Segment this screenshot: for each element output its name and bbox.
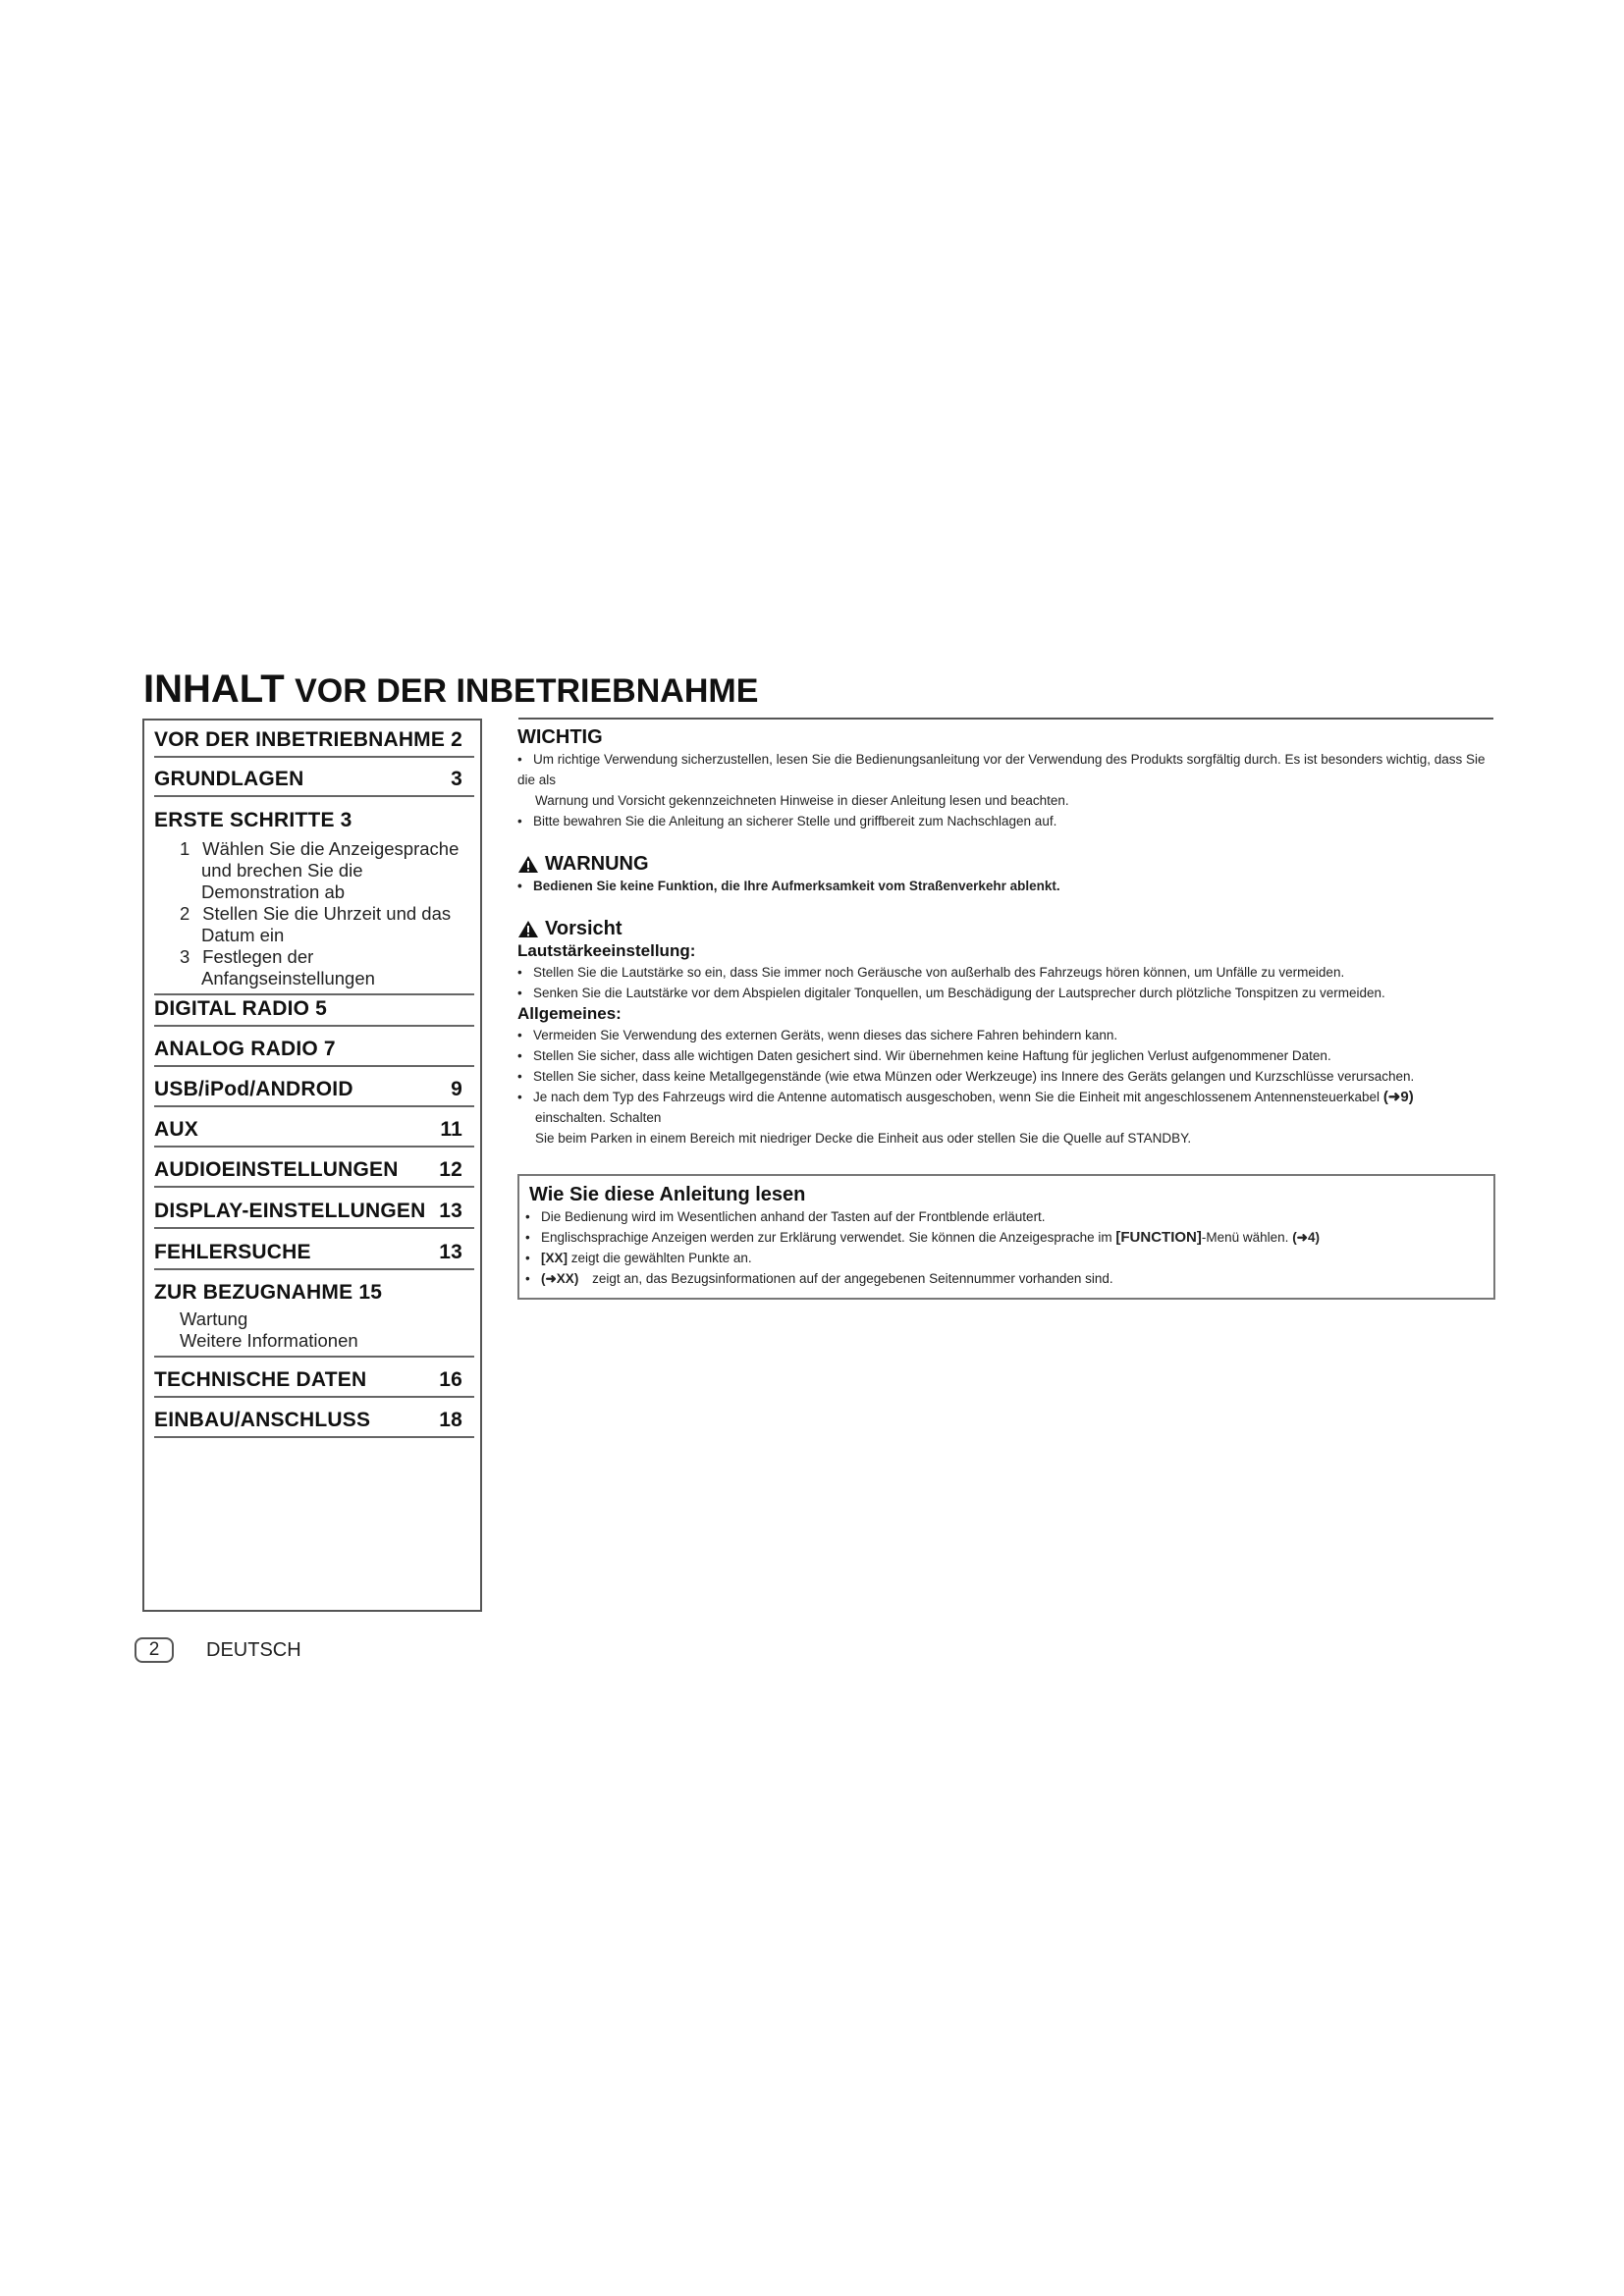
toc-subitem-1[interactable] xyxy=(154,838,474,903)
toc-item-display-einstellungen[interactable] xyxy=(154,1200,474,1229)
toc-sub-text: Wählen Sie die Anzeigesprache xyxy=(202,838,460,859)
guide-bullet-text: zeigt an, das Bezugsinformationen auf der angegebenen Seitennummer vorhanden sind. xyxy=(592,1271,1113,1286)
guide-bullet-text: Die Bedienung wird im Wesentlichen anhand der Tasten auf der Frontblende erläutert. xyxy=(541,1209,1046,1224)
vorsicht-bullet-text: Stellen Sie sicher, dass alle wichtigen Daten gesichert sind. Wir übernehmen keine Haftung für jeglichen Verlust aufgenommener Daten. xyxy=(533,1048,1331,1063)
toc-label: EINBAU/ANSCHLUSS xyxy=(154,1409,371,1431)
warnung-title: WARNUNG xyxy=(545,853,649,875)
toc-item-vor-der-inbetriebnahme[interactable] xyxy=(154,728,474,758)
toc-sub-num: 1 xyxy=(180,838,190,859)
toc-sub-num: 3 xyxy=(180,946,190,967)
vorsicht-bullet-text: Stellen Sie sicher, dass keine Metallgegenstände (wie etwa Münzen oder Werkzeuge) ins Innere des Geräts gelangen und Kurzschlüsse verursachen. xyxy=(533,1069,1415,1084)
vorsicht-bullet-text: Stellen Sie die Lautstärke so ein, dass Sie immer noch Geräusche von außerhalb des Fahrzeugs hören können, um Unfälle zu vermeiden. xyxy=(533,965,1345,980)
page-reference-link[interactable]: (➜9) xyxy=(1382,1089,1414,1105)
vorsicht-bullet-text: einschalten. Schalten xyxy=(535,1110,662,1125)
key-placeholder: [XX] xyxy=(541,1251,568,1265)
vorsicht-bullet: • Stellen Sie sicher, dass alle wichtigen Daten gesichert sind. Wir übernehmen keine Haftung für jeglichen Verlust aufgenommener Daten. xyxy=(517,1048,1331,1063)
toc-page: 11 xyxy=(440,1118,462,1141)
title-main: INHALT xyxy=(143,667,285,711)
warning-icon xyxy=(517,855,539,874)
guide-bullet-text: Englischsprachige Anzeigen werden zur Erklärung verwendet. Sie können die Anzeigesprache im xyxy=(541,1230,1112,1245)
toc-subitem-wartung[interactable] xyxy=(154,1308,474,1330)
allgemeines-heading: Allgemeines: xyxy=(517,1004,622,1023)
toc-divider xyxy=(154,1105,474,1107)
warnung-heading xyxy=(517,853,1495,876)
toc-item-digital-radio[interactable] xyxy=(154,997,474,1027)
wichtig-heading: WICHTIG xyxy=(517,726,603,748)
toc-page: 18 xyxy=(439,1409,462,1431)
toc-divider xyxy=(154,1146,474,1148)
vorsicht-bullet-text: Je nach dem Typ des Fahrzeugs wird die Antenne automatisch ausgeschoben, wenn Sie die Einheit mit angeschlossenem Antennensteuerkabel xyxy=(533,1090,1380,1104)
toc-label: TECHNISCHE DATEN xyxy=(154,1368,367,1391)
toc-page: 9 xyxy=(451,1078,462,1100)
vorsicht-bullet: • Vermeiden Sie Verwendung des externen Geräts, wenn dieses das sichere Fahren behindern kann. xyxy=(517,1028,1118,1042)
wichtig-bullet-text: Warnung und Vorsicht gekennzeichneten Hinweise in dieser Anleitung lesen und beachten. xyxy=(535,793,1069,808)
guide-heading: Wie Sie diese Anleitung lesen xyxy=(529,1184,806,1205)
guide-bullet: • (➜XX) zeigt an, das Bezugsinformationen auf der angegebenen Seitennummer vorhanden sind. xyxy=(525,1271,1113,1286)
guide-bullet: • Englischsprachige Anzeigen werden zur Erklärung verwendet. Sie können die Anzeigesprache im [FUNCTION]-Menü wählen. (➜4) xyxy=(525,1229,1320,1246)
vorsicht-bullet: • Stellen Sie die Lautstärke so ein, dass Sie immer noch Geräusche von außerhalb des Fahrzeugs hören können, um Unfälle zu vermeiden. xyxy=(517,965,1345,980)
table-of-contents xyxy=(142,719,482,1612)
caution-icon xyxy=(517,920,539,938)
wichtig-bullet-text: Bitte bewahren Sie die Anleitung an sicherer Stelle und griffbereit zum Nachschlagen auf. xyxy=(533,814,1057,828)
toc-divider xyxy=(154,1186,474,1188)
main-content xyxy=(517,726,1495,1148)
toc-divider xyxy=(154,1227,474,1229)
toc-label: ERSTE SCHRITTE 3 xyxy=(154,809,352,831)
toc-subitem-weitere-informationen[interactable] xyxy=(154,1330,474,1352)
vorsicht-bullet-text: Sie beim Parken in einem Bereich mit niedriger Decke die Einheit aus oder stellen Sie die Quelle auf STANDBY. xyxy=(535,1131,1192,1146)
toc-label: GRUNDLAGEN xyxy=(154,768,304,790)
toc-label: USB/iPod/ANDROID xyxy=(154,1078,353,1100)
toc-divider xyxy=(154,795,474,797)
wichtig-bullet-text: Um richtige Verwendung sicherzustellen, lesen Sie die Bedienungsanleitung vor der Verwendung des Produkts sorgfältig durch. Es ist besonders wichtig, dass Sie die als xyxy=(517,752,1486,787)
toc-sub-text: Anfangseinstellungen xyxy=(201,968,375,988)
guide-bullet: • [XX] zeigt die gewählten Punkte an. xyxy=(525,1251,752,1265)
toc-divider xyxy=(154,1025,474,1027)
toc-sub-text: Datum ein xyxy=(201,925,285,945)
toc-page: 3 xyxy=(451,768,462,790)
toc-sub-text: Weitere Informationen xyxy=(180,1330,358,1351)
toc-divider xyxy=(154,1268,474,1270)
vorsicht-title: Vorsicht xyxy=(545,918,623,939)
toc-sub-text: Wartung xyxy=(180,1308,248,1329)
toc-item-erste-schritte[interactable] xyxy=(154,809,474,995)
toc-page: 16 xyxy=(439,1368,462,1391)
page-number: 2 xyxy=(135,1637,174,1663)
toc-item-technische-daten[interactable] xyxy=(154,1368,474,1398)
toc-label: DIGITAL RADIO 5 xyxy=(154,997,328,1020)
vorsicht-bullet-text: Senken Sie die Lautstärke vor dem Abspielen digitaler Tonquellen, um Beschädigung der Lautsprecher durch plötzliche Tonspitzen zu vermeiden. xyxy=(533,986,1385,1000)
toc-item-usb-ipod-android[interactable] xyxy=(154,1078,474,1107)
page-title xyxy=(143,667,1498,712)
page-ref-placeholder: (➜XX) xyxy=(541,1271,579,1286)
function-key-label: [FUNCTION] xyxy=(1115,1229,1202,1246)
reading-guide-box xyxy=(517,1174,1495,1300)
toc-divider xyxy=(154,1436,474,1438)
wichtig-bullet-2: • Bitte bewahren Sie die Anleitung an sicherer Stelle und griffbereit zum Nachschlagen auf. xyxy=(517,814,1057,828)
toc-subitem-2[interactable] xyxy=(154,903,474,946)
vorsicht-bullet: • Je nach dem Typ des Fahrzeugs wird die Antenne automatisch ausgeschoben, wenn Sie die Einheit mit angeschlossenem Antennensteuerkabel (➜9) einschalten. Schalten Sie beim Parken in einem Bereich mit niedriger Decke die Einheit aus oder stellen Sie die Quelle auf STANDBY. xyxy=(517,1087,1495,1148)
page-reference-link[interactable]: (➜4) xyxy=(1292,1230,1320,1245)
toc-divider xyxy=(154,993,474,995)
toc-sub-text: Festlegen der xyxy=(202,946,314,967)
toc-sub-num: 2 xyxy=(180,903,190,924)
vorsicht-bullet: • Stellen Sie sicher, dass keine Metallgegenstände (wie etwa Münzen oder Werkzeuge) ins Innere des Geräts gelangen und Kurzschlüsse verursachen. xyxy=(517,1069,1415,1084)
guide-bullet: • Die Bedienung wird im Wesentlichen anhand der Tasten auf der Frontblende erläutert. xyxy=(525,1209,1046,1224)
toc-subitem-3[interactable] xyxy=(154,946,474,989)
toc-page: 13 xyxy=(439,1200,462,1222)
toc-sub-text: Stellen Sie die Uhrzeit und das xyxy=(202,903,452,924)
lautstaerke-heading: Lautstärkeeinstellung: xyxy=(517,941,696,960)
toc-item-einbau-anschluss[interactable] xyxy=(154,1409,474,1438)
toc-divider xyxy=(154,756,474,758)
toc-item-audioeinstellungen[interactable] xyxy=(154,1158,474,1188)
toc-divider xyxy=(154,1065,474,1067)
toc-item-grundlagen[interactable] xyxy=(154,768,474,797)
toc-item-zur-bezugnahme[interactable] xyxy=(154,1281,474,1358)
toc-item-analog-radio[interactable] xyxy=(154,1038,474,1067)
title-sub: VOR DER INBETRIEBNAHME xyxy=(295,672,759,710)
warnung-bullet: • Bedienen Sie keine Funktion, die Ihre Aufmerksamkeit vom Straßenverkehr ablenkt. xyxy=(517,879,1060,893)
vorsicht-heading xyxy=(517,918,1495,940)
toc-divider xyxy=(154,1396,474,1398)
warnung-bullet-text: Bedienen Sie keine Funktion, die Ihre Aufmerksamkeit vom Straßenverkehr ablenkt. xyxy=(533,879,1060,893)
toc-page: 12 xyxy=(439,1158,462,1181)
vorsicht-bullet: • Senken Sie die Lautstärke vor dem Abspielen digitaler Tonquellen, um Beschädigung der Lautsprecher durch plötzliche Tonspitzen zu vermeiden. xyxy=(517,986,1385,1000)
page-footer xyxy=(135,1637,301,1663)
toc-label: VOR DER INBETRIEBNAHME 2 xyxy=(154,728,462,751)
guide-bullet-text: zeigt die gewählten Punkte an. xyxy=(570,1251,752,1265)
guide-bullet-text: -Menü wählen. xyxy=(1201,1230,1289,1245)
vorsicht-bullet-text: Vermeiden Sie Verwendung des externen Geräts, wenn dieses das sichere Fahren behindern kann. xyxy=(533,1028,1118,1042)
toc-label: ANALOG RADIO 7 xyxy=(154,1038,336,1060)
toc-label: ZUR BEZUGNAHME 15 xyxy=(154,1281,383,1304)
toc-page: 13 xyxy=(439,1241,462,1263)
toc-sub-text: und brechen Sie die xyxy=(201,860,363,881)
toc-label: AUX xyxy=(154,1118,198,1141)
toc-item-fehlersuche[interactable] xyxy=(154,1241,474,1270)
toc-divider xyxy=(154,1356,474,1358)
toc-item-aux[interactable] xyxy=(154,1118,474,1148)
toc-label: AUDIOEINSTELLUNGEN xyxy=(154,1158,399,1181)
language-label: DEUTSCH xyxy=(206,1638,301,1661)
wichtig-bullet-1: • Um richtige Verwendung sicherzustellen, lesen Sie die Bedienungsanleitung vor der Verwendung des Produkts sorgfältig durch. Es ist besonders wichtig, dass Sie die als Warnung und Vorsicht gekennzeichneten Hinweise in dieser Anleitung lesen und beachten. xyxy=(517,749,1495,811)
toc-sub-text: Demonstration ab xyxy=(201,881,346,902)
title-divider xyxy=(518,718,1493,720)
toc-label: FEHLERSUCHE xyxy=(154,1241,311,1263)
toc-label: DISPLAY-EINSTELLUNGEN xyxy=(154,1200,426,1222)
